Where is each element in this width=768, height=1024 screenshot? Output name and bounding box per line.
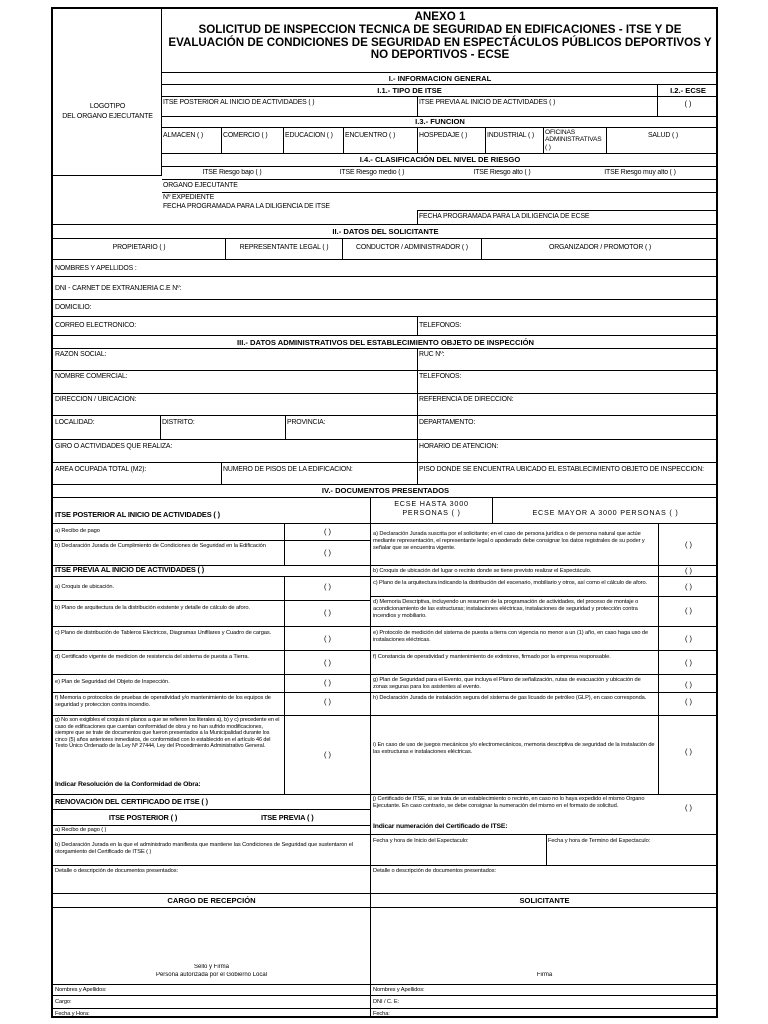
departamento-field[interactable]: DEPARTAMENTO: <box>419 419 476 426</box>
distrito-field[interactable]: DISTRITO: <box>162 419 195 426</box>
funcion-title: I.3.- FUNCION <box>415 117 465 126</box>
horario-field[interactable]: HORARIO DE ATENCION: <box>419 443 499 450</box>
referencia-field[interactable]: REFERENCIA DE DIRECCION: <box>419 396 514 403</box>
nombre-comercial-field[interactable]: NOMBRE COMERCIAL: <box>55 373 128 380</box>
piso-ubicado-field[interactable]: PISO DONDE SE ENCUENTRA UBICADO EL ESTABLECIMIENTO OBJETO DE INSPECCION: <box>419 466 704 473</box>
pisos-field[interactable]: NUMERO DE PISOS DE LA EDIFICACION: <box>223 466 353 473</box>
funcion-oficinas[interactable]: OFICINAS ADMINISTRATIVAS ( ) <box>545 129 602 151</box>
previa-item-f: f) Memoria o protocolos de pruebas de operatividad y/o mantenimiento de los equipos de seguridad y proteccion contra incendio. <box>55 695 271 708</box>
riesgo-muy-alto[interactable]: ITSE Riesgo muy alto ( ) <box>604 169 676 176</box>
ecse-mayor-3000[interactable]: ECSE MAYOR A 3000 PERSONAS ( ) <box>532 509 679 517</box>
funcion-encuentro[interactable]: ENCUENTRO ( ) <box>345 132 396 139</box>
previa-item-a: a) Croquis de ubicación. <box>55 584 114 590</box>
riesgo-bajo[interactable]: ITSE Riesgo bajo ( ) <box>202 169 262 176</box>
ecse-item-a-check[interactable]: ( ) <box>685 540 692 549</box>
dni-field[interactable]: DNI - CARNET DE EXTRANJERIA C.E Nº: <box>55 285 182 292</box>
firma-label: Firma <box>536 972 553 978</box>
role-representante[interactable]: REPRESENTANTE LEGAL ( ) <box>239 244 329 251</box>
localidad-field[interactable]: LOCALIDAD: <box>55 419 95 426</box>
ecse-checkbox[interactable]: ( ) <box>684 99 692 108</box>
renovacion-recibo[interactable]: a) Recibo de pago ( ) <box>55 827 107 833</box>
renovacion-title[interactable]: RENOVACIÓN DEL CERTIFICADO DE ITSE ( ) <box>55 798 208 806</box>
domicilio-field[interactable]: DOMICILIO: <box>55 304 92 311</box>
previa-item-f-check[interactable]: ( ) <box>324 697 331 706</box>
previa-item-c: c) Plano de distribución de Tableros Electricos, Diagramas Unifilares y Cuadro de cargas. <box>55 630 272 636</box>
logo-label: LOGOTIPO <box>89 103 126 110</box>
post-item-dj: b) Declaración Jurada de Cumplimiento de Condiciones de Seguridad en la Edificación <box>55 543 266 549</box>
role-conductor[interactable]: CONDUCTOR / ADMINISTRADOR ( ) <box>356 244 468 251</box>
ecse-item-d-check[interactable]: ( ) <box>685 606 692 615</box>
section-1-title: I.- INFORMACION GENERAL <box>388 74 492 83</box>
ecse-item-g: g) Plan de Seguridad para el Evento, que incluya el Plano de señalización, rutas de evacuación y ubicación de zonas seguras para los asistentes al evento. <box>373 677 641 690</box>
fecha-itse-field[interactable]: FECHA PROGRAMADA PARA LA DILIGENCIA DE ITSE <box>163 203 330 210</box>
ecse-title: I.2.- ECSE <box>670 86 706 95</box>
ecse-item-h: h) Declaración Jurada de instalación segura del sistema de gas licuado de petróleo (GLP), en caso corresponda. <box>373 695 647 701</box>
nombres-field[interactable]: NOMBRES Y APELLIDOS : <box>55 265 137 272</box>
tipo-itse-title: I.1.- TIPO DE ITSE <box>377 86 442 95</box>
form-title: SOLICITUD DE INSPECCIÓN TÉCNICA DE SEGURIDAD EN EDIFICACIONES - ITSE Y DE EVALUACIÓN DE CONDICIONES DE SEGURIDAD EN ESPECTÁCULOS PÚBLICOS DEPORTIVOS Y NO DEPORTIVOS - ECSE <box>168 24 712 62</box>
indicar-numeracion-field[interactable]: Indicar numeración del Certificado de ITSE: <box>373 823 508 830</box>
funcion-industrial[interactable]: INDUSTRIAL ( ) <box>487 132 535 139</box>
funcion-educacion[interactable]: EDUCACION ( ) <box>285 132 333 139</box>
ecse-item-h-check[interactable]: ( ) <box>685 697 692 706</box>
solicitante-title: SOLICITANTE <box>519 896 570 905</box>
itse-application-form <box>51 7 718 1018</box>
ecse-item-j: j) Certificado de ITSE, si se trata de un establecimiento o recinto, en caso no lo haya expedido el mismo Órgano Ejecutante. En caso contrario, se debe consignar la numeración del mismo en el formato de solicitud. <box>373 796 645 809</box>
ecse-item-i-check[interactable]: ( ) <box>685 747 692 756</box>
riesgo-alto[interactable]: ITSE Riesgo alto ( ) <box>473 169 531 176</box>
ecse-item-j-check[interactable]: ( ) <box>685 803 692 812</box>
ecse-item-a: a) Declaración Jurada suscrita por el solicitante; en el caso de persona jurídica o de persona natural que actúe mediante representación, el representante legal o apoderado debe consignar los datos registrales de su poder y señalar que se encuentra vigente. <box>373 531 645 551</box>
detalle-documentos-right[interactable]: Detalle o descripción de documentos presentados: <box>373 868 496 874</box>
previa-item-e: e) Plan de Seguridad del Objeto de Inspección. <box>55 679 170 685</box>
correo-field[interactable]: CORREO ELECTRÓNICO: <box>55 322 136 329</box>
previa-item-d-check[interactable]: ( ) <box>324 658 331 667</box>
ecse-item-e: e) Protocolo de medición del sistema de puesta a tierra con vigencia no menor a un (1) año, en caso haga uso de instalaciones eléctricas. <box>373 630 649 643</box>
role-organizador[interactable]: ORGANIZADOR / PROMOTOR ( ) <box>548 244 651 251</box>
option-itse-posterior[interactable]: ITSE POSTERIOR AL INICIO DE ACTIVIDADES ( ) <box>163 99 315 106</box>
annex-label: ANEXO 1 <box>414 11 466 23</box>
previa-item-b: b) Plano de arquitectura de la distribución existente y detalle de cálculo de aforo. <box>55 605 250 611</box>
fecha-inicio-espectaculo[interactable]: Fecha y hora de Inicio del Espectaculo: <box>373 838 469 844</box>
previa-item-g-check[interactable]: ( ) <box>324 750 331 759</box>
section-4-title: IV.- DOCUMENTOS PRESENTADOS <box>321 486 450 495</box>
giro-field[interactable]: GIRO O ACTIVIDADES QUE REALIZA: <box>55 443 173 450</box>
ecse-item-f-check[interactable]: ( ) <box>685 658 692 667</box>
logo-sublabel: DEL ORGANO EJECUTANTE <box>62 113 153 120</box>
option-itse-previa[interactable]: ITSE PREVIA AL INICIO DE ACTIVIDADES ( ) <box>419 99 556 106</box>
recepcion-nombres[interactable]: Nombres y Apellidos: <box>55 987 107 993</box>
role-propietario[interactable]: PROPIETARIO ( ) <box>112 244 166 251</box>
ecse-item-b-check[interactable]: ( ) <box>685 566 692 575</box>
logo-placeholder <box>53 9 162 176</box>
funcion-comercio[interactable]: COMERCIO ( ) <box>223 132 268 139</box>
previa-item-a-check[interactable]: ( ) <box>324 582 331 591</box>
recepcion-cargo[interactable]: Cargo: <box>55 999 72 1005</box>
ecse-hasta-3000[interactable]: ECSE HASTA 3000 PERSONAS ( ) <box>394 499 469 517</box>
organo-ejecutante-field[interactable]: ORGANO EJECUTANTE <box>163 182 238 189</box>
solicitante-fecha[interactable]: Fecha: <box>373 1011 390 1017</box>
persona-autorizada-label: Persona autorizada por el Gobierno Local <box>155 972 268 978</box>
ecse-item-d: d) Memoria Descriptiva, incluyendo un resumen de la programación de actividades, del proceso de montaje o acondicionamiento de las estructuras; instalaciones eléctricas, instalaciones de seguridad y protección contra incendios y mobiliario. <box>373 599 639 619</box>
ecse-item-c: c) Plano de la arquitectura indicando la distribución del escenario, mobiliario y otros, así como el cálculo de aforo. <box>373 580 647 586</box>
previa-item-g: g) No son exigibles el croquis ni planos a que se refieren los literales a), b) y c) precedente en el caso de edificaciones que cuentan conformidad de obra y no han sufrido modificaciones, siempre que se trate de documentos que fueron presentados a la Municipalidad durante los cinco (5) años anteriores inmediatos, de conformidad con lo establecido en el artículo 46 del Texto Único Ordenado de la Ley Nº 27444, Ley del Procedimiento Administrativo General. <box>55 717 280 750</box>
itse-previa-doc-title[interactable]: ITSE PREVIA AL INICIO DE ACTIVIDADES ( ) <box>55 566 205 574</box>
riesgo-title: I.4.- CLASIFICACIÓN DEL NIVEL DE RIESGO <box>359 155 521 164</box>
ruc-field[interactable]: RUC Nº: <box>419 351 445 358</box>
fecha-termino-espectaculo[interactable]: Fecha y hora de Termino del Espectaculo: <box>548 838 651 844</box>
ecse-item-b: b) Croquis de ubicación del lugar o recinto donde se tiene previsto realizar el Espectáculo. <box>373 568 592 574</box>
previa-item-d: d) Certificado vigente de medicion de resistencia del sistema de puesta a Tierra. <box>55 654 249 660</box>
previa-item-c-check[interactable]: ( ) <box>324 634 331 643</box>
expediente-field[interactable]: Nº EXPEDIENTE <box>163 194 215 201</box>
post-item-recibo-check[interactable]: ( ) <box>324 527 331 536</box>
detalle-documentos-left[interactable]: Detalle o descripción de documentos presentados: <box>55 868 178 874</box>
razon-social-field[interactable]: RAZON SOCIAL: <box>55 351 107 358</box>
riesgo-medio[interactable]: ITSE Riesgo medio ( ) <box>339 169 405 176</box>
section-2-title: II.- DATOS DEL SOLICITANTE <box>332 227 439 236</box>
previa-item-e-check[interactable]: ( ) <box>324 678 331 687</box>
recepcion-fecha-hora[interactable]: Fecha y Hora: <box>55 1011 90 1017</box>
ecse-item-e-check[interactable]: ( ) <box>685 634 692 643</box>
ecse-item-g-check[interactable]: ( ) <box>685 680 692 689</box>
cargo-recepcion-title: CARGO DE RECEPCIÓN <box>167 896 256 905</box>
renovacion-dj[interactable]: b) Declaración Jurada en la que el administrado manifiesta que mantiene las Condiciones de Seguridad que sustentaron el otorgamiento del Certificado de ITSE ( ) <box>55 842 353 855</box>
provincia-field[interactable]: PROVINCIA: <box>287 419 326 426</box>
renovacion-previa[interactable]: ITSE PREVIA ( ) <box>261 814 314 822</box>
post-item-dj-check[interactable]: ( ) <box>324 548 331 557</box>
funcion-almacen[interactable]: ALMACEN ( ) <box>163 132 204 139</box>
area-field[interactable]: AREA OCUPADA TOTAL (M2): <box>55 466 146 473</box>
renovacion-posterior[interactable]: ITSE POSTERIOR ( ) <box>108 814 178 822</box>
itse-posterior-doc-title[interactable]: ITSE POSTERIOR AL INICIO DE ACTIVIDADES ( ) <box>55 511 220 519</box>
solicitante-dni[interactable]: DNI / C. E: <box>373 999 400 1005</box>
funcion-salud[interactable]: SALUD ( ) <box>647 132 679 139</box>
funcion-hospedaje[interactable]: HOSPEDAJE ( ) <box>419 132 468 139</box>
telefonos-establecimiento-field[interactable]: TELEFONOS: <box>419 373 462 380</box>
fecha-ecse-field[interactable]: FECHA PROGRAMADA PARA LA DILIGENCIA DE ECSE <box>419 213 590 220</box>
ecse-item-i: i) En caso de uso de juegos mecánicos y/o electromecánicos, memoria descriptiva de seguridad de la instalación de las estructuras e instalaciones eléctricas. <box>373 742 655 755</box>
ecse-item-f: f) Constancia de operatividad y mantenimiento de extintores, firmado por la empresa responsable. <box>373 654 611 660</box>
sello-firma-label: Sello y Firma <box>193 964 229 970</box>
previa-item-b-check[interactable]: ( ) <box>324 608 331 617</box>
ecse-item-c-check[interactable]: ( ) <box>685 582 692 591</box>
post-item-recibo: a) Recibo de pago <box>55 528 100 534</box>
solicitante-nombres[interactable]: Nombres y Apellidos: <box>373 987 425 993</box>
direccion-field[interactable]: DIRECCION / UBICACION: <box>55 396 137 403</box>
telefonos-field[interactable]: TELEFONOS: <box>419 322 462 329</box>
indicar-resolucion-field[interactable]: Indicar Resolución de la Conformidad de Obra: <box>55 781 201 788</box>
section-3-title: III.- DATOS ADMINISTRATIVOS DEL ESTABLECIMIENTO OBJETO DE INSPECCIÓN <box>236 338 535 347</box>
